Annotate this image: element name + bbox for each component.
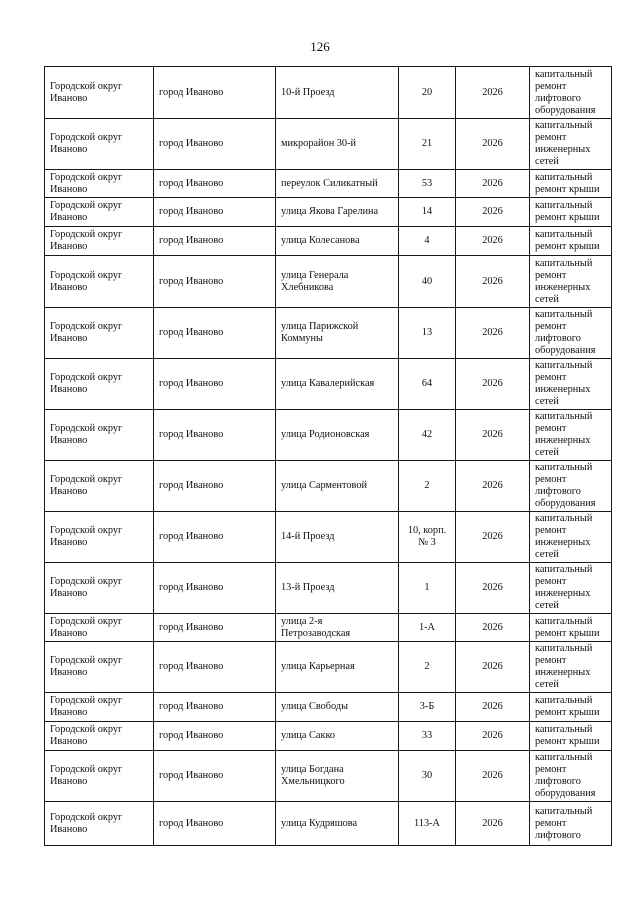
cell-municipal-district: Городской округ Иваново bbox=[45, 410, 154, 461]
cell-street: улица Генерала Хлебникова bbox=[276, 256, 399, 308]
cell-planned-year: 2026 bbox=[456, 563, 530, 614]
table-row bbox=[45, 198, 612, 227]
cell-house-number: 113-А bbox=[399, 802, 456, 846]
cell-house-number: 4 bbox=[399, 227, 456, 256]
cell-municipal-district: Городской округ Иваново bbox=[45, 512, 154, 563]
cell-settlement: город Иваново bbox=[154, 170, 276, 198]
cell-house-number: 14 bbox=[399, 198, 456, 227]
table-row bbox=[45, 614, 612, 642]
cell-planned-year: 2026 bbox=[456, 256, 530, 308]
cell-planned-year: 2026 bbox=[456, 359, 530, 410]
cell-street: улица Свободы bbox=[276, 693, 399, 722]
cell-work-type: капитальный ремонт инженерных сетей bbox=[530, 256, 612, 308]
cell-municipal-district: Городской округ Иваново bbox=[45, 170, 154, 198]
table-row bbox=[45, 751, 612, 802]
cell-house-number: 2 bbox=[399, 461, 456, 512]
cell-settlement: город Иваново bbox=[154, 119, 276, 170]
cell-settlement: город Иваново bbox=[154, 802, 276, 846]
cell-municipal-district: Городской округ Иваново bbox=[45, 119, 154, 170]
cell-street: 13-й Проезд bbox=[276, 563, 399, 614]
cell-planned-year: 2026 bbox=[456, 693, 530, 722]
cell-work-type: капитальный ремонт лифтового оборудования bbox=[530, 308, 612, 359]
cell-municipal-district: Городской округ Иваново bbox=[45, 563, 154, 614]
cell-house-number: 3-Б bbox=[399, 693, 456, 722]
cell-planned-year: 2026 bbox=[456, 198, 530, 227]
cell-street: улица Сакко bbox=[276, 722, 399, 751]
cell-house-number: 2 bbox=[399, 642, 456, 693]
cell-street: улица Парижской Коммуны bbox=[276, 308, 399, 359]
table-row bbox=[45, 722, 612, 751]
table-row bbox=[45, 359, 612, 410]
cell-work-type: капитальный ремонт крыши bbox=[530, 227, 612, 256]
cell-settlement: город Иваново bbox=[154, 308, 276, 359]
cell-street: улица Кудряшова bbox=[276, 802, 399, 846]
cell-work-type: капитальный ремонт крыши bbox=[530, 198, 612, 227]
cell-settlement: город Иваново bbox=[154, 198, 276, 227]
cell-house-number: 64 bbox=[399, 359, 456, 410]
cell-work-type: капитальный ремонт инженерных сетей bbox=[530, 410, 612, 461]
cell-house-number: 42 bbox=[399, 410, 456, 461]
cell-street: 14-й Проезд bbox=[276, 512, 399, 563]
repair-schedule-table bbox=[44, 66, 612, 846]
cell-municipal-district: Городской округ Иваново bbox=[45, 722, 154, 751]
cell-planned-year: 2026 bbox=[456, 512, 530, 563]
cell-house-number: 13 bbox=[399, 308, 456, 359]
table-row bbox=[45, 256, 612, 308]
cell-planned-year: 2026 bbox=[456, 614, 530, 642]
cell-work-type: капитальный ремонт инженерных сетей bbox=[530, 119, 612, 170]
cell-municipal-district: Городской округ Иваново bbox=[45, 614, 154, 642]
cell-settlement: город Иваново bbox=[154, 410, 276, 461]
cell-planned-year: 2026 bbox=[456, 308, 530, 359]
table-row bbox=[45, 802, 612, 846]
cell-house-number: 1 bbox=[399, 563, 456, 614]
table-row bbox=[45, 563, 612, 614]
cell-street: улица Колесанова bbox=[276, 227, 399, 256]
cell-planned-year: 2026 bbox=[456, 67, 530, 119]
table-row bbox=[45, 461, 612, 512]
cell-work-type: капитальный ремонт крыши bbox=[530, 614, 612, 642]
cell-settlement: город Иваново bbox=[154, 256, 276, 308]
cell-work-type: капитальный ремонт лифтового оборудования bbox=[530, 67, 612, 119]
cell-house-number: 40 bbox=[399, 256, 456, 308]
cell-work-type: капитальный ремонт инженерных сетей bbox=[530, 359, 612, 410]
cell-municipal-district: Городской округ Иваново bbox=[45, 693, 154, 722]
table-body bbox=[45, 67, 612, 846]
cell-settlement: город Иваново bbox=[154, 563, 276, 614]
table-row bbox=[45, 170, 612, 198]
cell-work-type: капитальный ремонт крыши bbox=[530, 693, 612, 722]
cell-settlement: город Иваново bbox=[154, 461, 276, 512]
cell-street: улица Богдана Хмельницкого bbox=[276, 751, 399, 802]
cell-house-number: 10, корп. № 3 bbox=[399, 512, 456, 563]
cell-work-type: капитальный ремонт инженерных сетей bbox=[530, 642, 612, 693]
table-row bbox=[45, 227, 612, 256]
page-number: 126 bbox=[310, 39, 330, 54]
cell-work-type: капитальный ремонт инженерных сетей bbox=[530, 563, 612, 614]
cell-municipal-district: Городской округ Иваново bbox=[45, 67, 154, 119]
cell-planned-year: 2026 bbox=[456, 722, 530, 751]
table-row bbox=[45, 512, 612, 563]
cell-work-type: капитальный ремонт крыши bbox=[530, 722, 612, 751]
cell-work-type: капитальный ремонт лифтового оборудования bbox=[530, 751, 612, 802]
cell-planned-year: 2026 bbox=[456, 751, 530, 802]
cell-municipal-district: Городской округ Иваново bbox=[45, 642, 154, 693]
cell-settlement: город Иваново bbox=[154, 614, 276, 642]
cell-house-number: 1-А bbox=[399, 614, 456, 642]
cell-street: микрорайон 30-й bbox=[276, 119, 399, 170]
cell-work-type: капитальный ремонт лифтового bbox=[530, 802, 612, 846]
cell-street: улица 2-я Петрозаводская bbox=[276, 614, 399, 642]
cell-street: переулок Силикатный bbox=[276, 170, 399, 198]
cell-settlement: город Иваново bbox=[154, 751, 276, 802]
cell-street: улица Карьерная bbox=[276, 642, 399, 693]
cell-municipal-district: Городской округ Иваново bbox=[45, 227, 154, 256]
cell-settlement: город Иваново bbox=[154, 642, 276, 693]
cell-house-number: 30 bbox=[399, 751, 456, 802]
table-row bbox=[45, 67, 612, 119]
table-row bbox=[45, 410, 612, 461]
cell-house-number: 20 bbox=[399, 67, 456, 119]
cell-house-number: 53 bbox=[399, 170, 456, 198]
table-row bbox=[45, 642, 612, 693]
cell-planned-year: 2026 bbox=[456, 227, 530, 256]
cell-work-type: капитальный ремонт крыши bbox=[530, 170, 612, 198]
cell-municipal-district: Городской округ Иваново bbox=[45, 198, 154, 227]
cell-planned-year: 2026 bbox=[456, 119, 530, 170]
cell-municipal-district: Городской округ Иваново bbox=[45, 359, 154, 410]
cell-settlement: город Иваново bbox=[154, 512, 276, 563]
cell-settlement: город Иваново bbox=[154, 227, 276, 256]
table-row bbox=[45, 119, 612, 170]
cell-settlement: город Иваново bbox=[154, 722, 276, 751]
cell-street: улица Родионовская bbox=[276, 410, 399, 461]
cell-settlement: город Иваново bbox=[154, 359, 276, 410]
cell-street: улица Кавалерийская bbox=[276, 359, 399, 410]
cell-planned-year: 2026 bbox=[456, 170, 530, 198]
cell-house-number: 21 bbox=[399, 119, 456, 170]
cell-settlement: город Иваново bbox=[154, 67, 276, 119]
cell-street: улица Сарментовой bbox=[276, 461, 399, 512]
cell-municipal-district: Городской округ Иваново bbox=[45, 461, 154, 512]
cell-planned-year: 2026 bbox=[456, 802, 530, 846]
cell-street: улица Якова Гарелина bbox=[276, 198, 399, 227]
cell-planned-year: 2026 bbox=[456, 410, 530, 461]
cell-street: 10-й Проезд bbox=[276, 67, 399, 119]
cell-work-type: капитальный ремонт лифтового оборудования bbox=[530, 461, 612, 512]
cell-municipal-district: Городской округ Иваново bbox=[45, 256, 154, 308]
cell-municipal-district: Городской округ Иваново bbox=[45, 308, 154, 359]
cell-settlement: город Иваново bbox=[154, 693, 276, 722]
cell-work-type: капитальный ремонт инженерных сетей bbox=[530, 512, 612, 563]
table-row bbox=[45, 308, 612, 359]
cell-municipal-district: Городской округ Иваново bbox=[45, 751, 154, 802]
cell-municipal-district: Городской округ Иваново bbox=[45, 802, 154, 846]
table-row bbox=[45, 693, 612, 722]
cell-house-number: 33 bbox=[399, 722, 456, 751]
cell-planned-year: 2026 bbox=[456, 642, 530, 693]
cell-planned-year: 2026 bbox=[456, 461, 530, 512]
